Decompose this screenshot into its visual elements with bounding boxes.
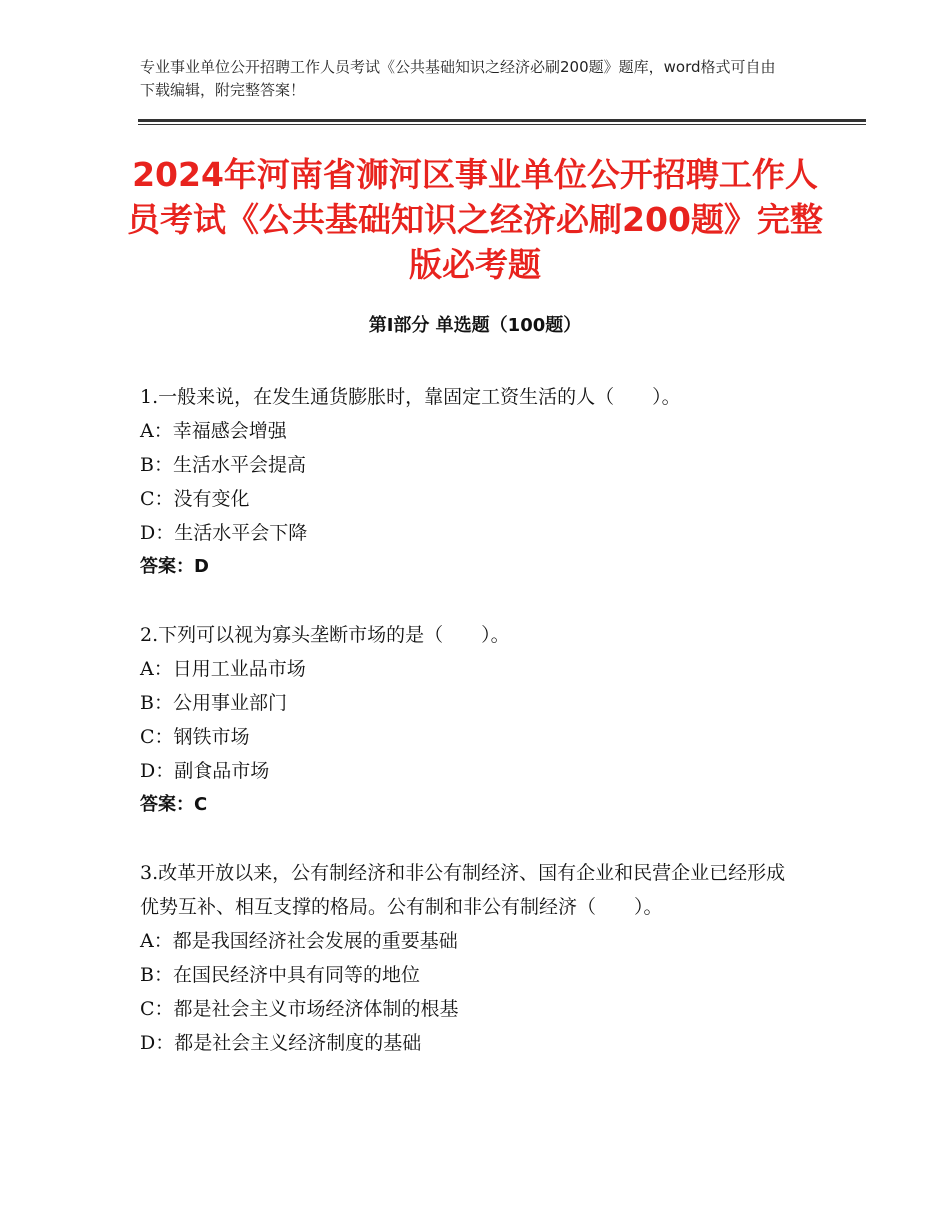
option-a: A：都是我国经济社会发展的重要基础 [140,930,458,952]
question-stem: 3.改革开放以来，公有制经济和非公有制经济、国有企业和民营企业已经形成优势互补、相互支撑的格局。公有制和非公有制经济（ ）。 [140,862,786,918]
option-d: D：都是社会主义经济制度的基础 [140,1032,422,1054]
document-title: 2024年河南省浉河区事业单位公开招聘工作人员考试《公共基础知识之经济必刷200题》完整版必考题 [127,155,823,284]
option-a: A：幸福感会增强 [140,420,287,442]
option-b: B：在国民经济中具有同等的地位 [140,964,420,986]
option-a: A：日用工业品市场 [140,658,306,680]
option-b: B：公用事业部门 [140,692,287,714]
question-list [140,380,800,1094]
option-c: C：都是社会主义市场经济体制的根基 [140,998,459,1020]
question-stem: 1.一般来说，在发生通货膨胀时，靠固定工资生活的人（ ）。 [140,386,681,408]
header-divider [138,119,866,125]
question-3 [140,856,800,1060]
question-1 [140,380,800,584]
option-d: D：副食品市场 [140,760,270,782]
option-c: C：没有变化 [140,488,250,510]
option-b: B：生活水平会提高 [140,454,306,476]
answer-line: 答案：C [140,794,208,815]
option-c: C：钢铁市场 [140,726,250,748]
question-2 [140,618,800,822]
section-title: 第Ⅰ部分 单选题（100题） [368,315,582,336]
option-d: D：生活水平会下降 [140,522,308,544]
question-stem: 2.下列可以视为寡头垄断市场的是（ ）。 [140,624,510,646]
header-note: 专业事业单位公开招聘工作人员考试《公共基础知识之经济必刷200题》题库，word格式可自由下载编辑，附完整答案！ [140,58,776,99]
answer-line: 答案：D [140,556,209,577]
